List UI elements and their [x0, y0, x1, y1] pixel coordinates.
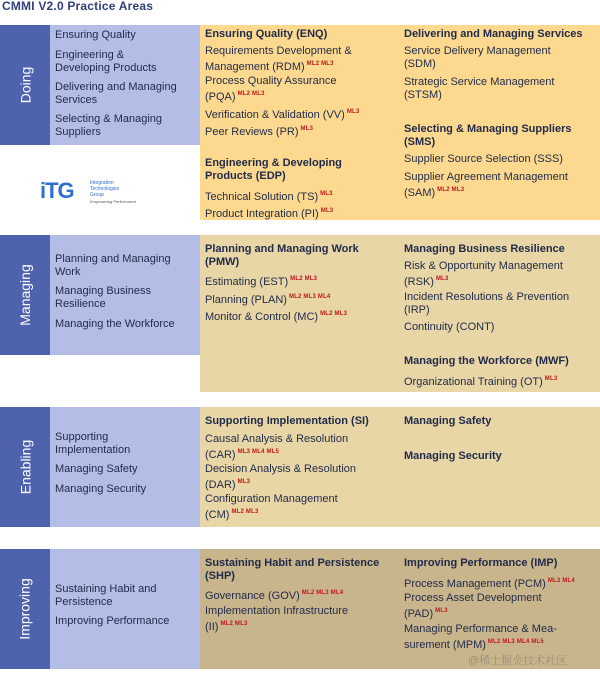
logo-tagline: Empowering Performance [90, 199, 137, 204]
logo-name: Integration Technologies Group [90, 180, 120, 198]
maturity-badge: ML2 ML3 [237, 91, 265, 97]
mpm-item [404, 636, 544, 652]
maturity-badge: ML2 ML3 [231, 509, 259, 515]
vv-label: Verification & Validation (VV) [205, 109, 345, 121]
pi-item [205, 205, 333, 221]
sam-line1: Supplier Agreement Management [404, 171, 568, 183]
rsk-item [404, 273, 449, 289]
rdm-line1: Requirements Development & [205, 45, 352, 57]
pqa-line1: Process Quality Assurance [205, 75, 337, 87]
area-item: Managing Safety [55, 463, 138, 475]
maturity-badge: ML3 [435, 608, 448, 614]
stsm-line1: Strategic Service Management [404, 76, 555, 88]
enabling-panel [200, 407, 600, 527]
area-item: Managing the Workforce [55, 318, 175, 330]
car-label: (CAR) [205, 449, 236, 461]
sam-item [404, 184, 464, 200]
category-managing [0, 235, 50, 355]
doing-panel [200, 25, 600, 220]
sms-heading-2: (SMS) [404, 136, 436, 148]
rdm-item [205, 58, 334, 74]
shp-heading-1: Sustaining Habit and Persistence [205, 557, 380, 569]
maturity-badge: ML2 ML3 [306, 61, 334, 67]
maturity-badge: ML2 ML3 [290, 276, 318, 282]
area-item: Delivering and Managing Services [55, 81, 177, 106]
imp-heading: Improving Performance (IMP) [404, 557, 558, 569]
pqa-label: (PQA) [205, 91, 236, 103]
mc-item [205, 308, 347, 324]
cont-item: Continuity (CONT) [404, 321, 495, 333]
gov-item [205, 587, 343, 603]
maturity-badge: ML3 [320, 191, 333, 197]
area-item: Supporting Implementation [55, 431, 131, 456]
cm-item [205, 506, 259, 522]
maturity-badge: ML2 ML3 ML4 ML5 [487, 639, 544, 645]
maturity-badge: ML2 ML3 [320, 311, 348, 317]
category-label: Managing [17, 264, 33, 326]
area-item: Planning and Managing Work [55, 253, 171, 278]
est-label: Estimating (EST) [205, 276, 289, 288]
est-item [205, 273, 317, 289]
maturity-badge: ML3 [300, 126, 314, 132]
edp-heading-1: Engineering & Developing [205, 157, 342, 169]
pad-line1: Process Asset Development [404, 592, 542, 604]
irp-line1: Incident Resolutions & Prevention [404, 291, 570, 303]
rdm-label: Management (RDM) [205, 61, 305, 73]
area-item: Sustaining Habit and Persistence [55, 583, 157, 608]
area-item: Managing Security [55, 483, 147, 495]
mwf-heading: Managing the Workforce (MWF) [404, 355, 569, 367]
stsm-line2: (STSM) [404, 89, 442, 101]
mpm-line1: Managing Performance & Mea- [404, 623, 557, 635]
car-item [205, 446, 279, 462]
sdm-line1: Service Delivery Management [404, 45, 551, 57]
maturity-badge: ML3 [544, 376, 558, 382]
mpm-label: surement (MPM) [404, 639, 486, 651]
sam-label: (SAM) [404, 187, 436, 199]
page-title: CMMI V2.0 Practice Areas [2, 0, 154, 13]
dar-item [205, 476, 250, 492]
mbr-heading: Managing Business Resilience [404, 243, 565, 255]
irp-line2: (IRP) [404, 304, 430, 316]
enq-heading: Ensuring Quality (ENQ) [205, 28, 328, 40]
maturity-badge: ML3 [237, 479, 251, 485]
pi-label: Product Integration (PI) [205, 208, 319, 220]
category-label: Improving [17, 578, 33, 640]
category-enabling [0, 407, 50, 527]
ts-item [205, 188, 333, 204]
si-heading: Supporting Implementation (SI) [205, 415, 369, 427]
pmw-heading-2: (PMW) [205, 256, 240, 268]
security-heading: Managing Security [404, 450, 502, 462]
pcm-item [404, 575, 575, 591]
dms-heading: Delivering and Managing Services [404, 28, 583, 40]
plan-label: Planning (PLAN) [205, 294, 287, 306]
pr-item [205, 123, 313, 139]
cm-label: (CM) [205, 509, 230, 521]
watermark: @稀土掘金技术社区 [468, 655, 568, 667]
ot-item [404, 373, 557, 389]
pqa-item [205, 88, 265, 104]
area-item: Managing Business Resilience [55, 285, 152, 310]
improving-panel [200, 549, 600, 669]
category-doing [0, 25, 50, 145]
ii-line1: Implementation Infrastructure [205, 605, 349, 617]
maturity-badge: ML3 ML4 [547, 578, 575, 584]
maturity-badge: ML3 ML4 ML5 [237, 449, 280, 455]
safety-heading: Managing Safety [404, 415, 492, 427]
gov-label: Governance (GOV) [205, 590, 300, 602]
vv-item [205, 106, 359, 122]
itg-logo [40, 178, 150, 206]
rsk-label: (RSK) [404, 276, 434, 288]
ot-label: Organizational Training (OT) [404, 376, 543, 388]
maturity-badge: ML2 ML3 ML4 [288, 294, 331, 300]
maturity-badge: ML3 [320, 208, 334, 214]
pad-item [404, 605, 448, 621]
enabling-areas-list [50, 407, 200, 527]
improving-areas-list [50, 549, 200, 669]
area-item: Improving Performance [55, 615, 170, 627]
sss-item: Supplier Source Selection (SSS) [404, 153, 563, 165]
sms-heading-1: Selecting & Managing Suppliers [404, 123, 572, 135]
sdm-line2: (SDM) [404, 58, 436, 70]
area-item: Engineering & Developing Products [55, 49, 157, 74]
rsk-line1: Risk & Opportunity Management [404, 260, 563, 272]
ii-label: (II) [205, 621, 219, 633]
plan-item [205, 291, 330, 307]
pad-label: (PAD) [404, 608, 434, 620]
ii-item [205, 618, 248, 634]
managing-areas-list [50, 235, 200, 355]
doing-areas-list [50, 25, 200, 145]
category-label: Doing [17, 66, 33, 104]
pmw-heading-1: Planning and Managing Work [205, 243, 359, 255]
maturity-badge: ML3 [435, 276, 449, 282]
pr-label: Peer Reviews (PR) [205, 126, 299, 138]
shp-heading-2: (SHP) [205, 570, 235, 582]
maturity-badge: ML2 ML3 [437, 187, 465, 193]
maturity-badge: ML2 ML3 ML4 [301, 590, 344, 596]
ts-label: Technical Solution (TS) [205, 191, 319, 203]
category-improving [0, 549, 50, 669]
category-label: Enabling [17, 439, 33, 495]
dar-line1: Decision Analysis & Resolution [205, 463, 357, 475]
logo-mark: iTG [40, 178, 74, 203]
maturity-badge: ML2 ML3 [220, 621, 248, 627]
edp-heading-2: Products (EDP) [205, 170, 286, 182]
managing-panel [200, 235, 600, 392]
area-item: Ensuring Quality [55, 29, 136, 41]
area-item: Selecting & Managing Suppliers [55, 113, 163, 138]
cm-line1: Configuration Management [205, 493, 338, 505]
maturity-badge: ML3 [346, 109, 360, 115]
dar-label: (DAR) [205, 479, 236, 491]
pcm-label: Process Management (PCM) [404, 578, 546, 590]
car-line1: Causal Analysis & Resolution [205, 433, 349, 445]
mc-label: Monitor & Control (MC) [205, 311, 319, 323]
